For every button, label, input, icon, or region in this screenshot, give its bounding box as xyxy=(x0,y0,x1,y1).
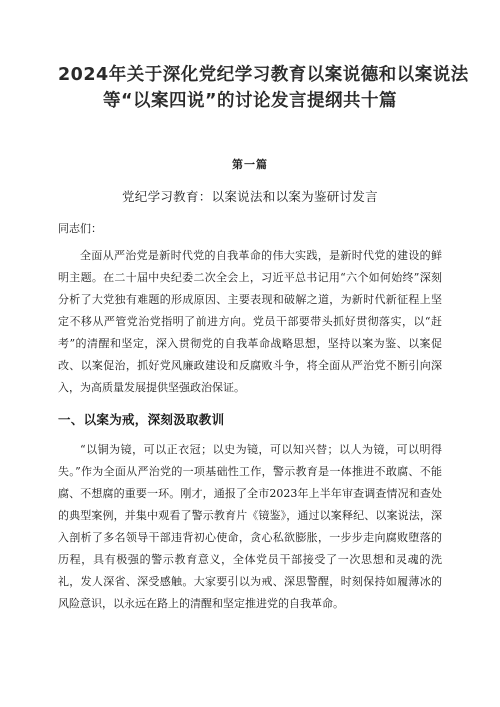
paragraph-warning-education: “以铜为镜，可以正衣冠；以史为镜，可以知兴替；以人为镜，可以明得失。”作为全面从严治党的一项基础性工作，警示教育是一体推进不敢腐、不能腐、不想腐的重要一环。刚才，通报了全市2023年上半年审查调查情况和查处的典型案例，并集中观看了警示教育片《镜鉴》，通过以案释纪、以案说法，深入剖析了多名领导干部违背初心使命，贪心私欲膨胀，一步步走向腐败堕落的历程，具有极强的警示教育意义，全体党员干部接受了一次思想和灵魂的洗礼，发人深省、深受感触。大家要引以为戒、深思警醒，时刻保持如履薄冰的风险意识，以永远在路上的清醒和坚定推进党的自我革命。 xyxy=(58,443,442,610)
paragraph-intro: 全面从严治党是新时代党的自我革命的伟大实践，是新时代党的建设的鲜明主题。在二十届中央纪委二次全会上，习近平总书记用“六个如何始终”深刻分析了大党独有难题的形成原因、主要表现和破解之道，为新时代新征程上坚定不移从严管党治党指明了前进方向。党员干部要带头抓好贯彻落实，以“赶考”的清醒和坚定，深入贯彻党的自我革命战略思想，坚持以案为鉴、以案促改、以案促治，抓好党风廉政建设和反腐败斗争，将全面从严治党不断引向深入，为高质量发展提供坚强政治保证。 xyxy=(58,249,442,394)
salutation: 同志们： xyxy=(58,222,102,235)
title-line-1: 2024年关于深化党纪学习教育以案说德和以案说法 xyxy=(58,65,469,85)
title-line-2: 等“以案四说”的讨论发言提纲共十篇 xyxy=(102,91,397,111)
section-subtitle: 党纪学习教育：以案说法和以案为鉴研讨发言 xyxy=(121,189,378,204)
document-title xyxy=(58,62,469,114)
section-heading-1: 一、以案为戒，深刻汲取教训 xyxy=(58,412,225,427)
section-label: 第一篇 xyxy=(232,158,268,171)
